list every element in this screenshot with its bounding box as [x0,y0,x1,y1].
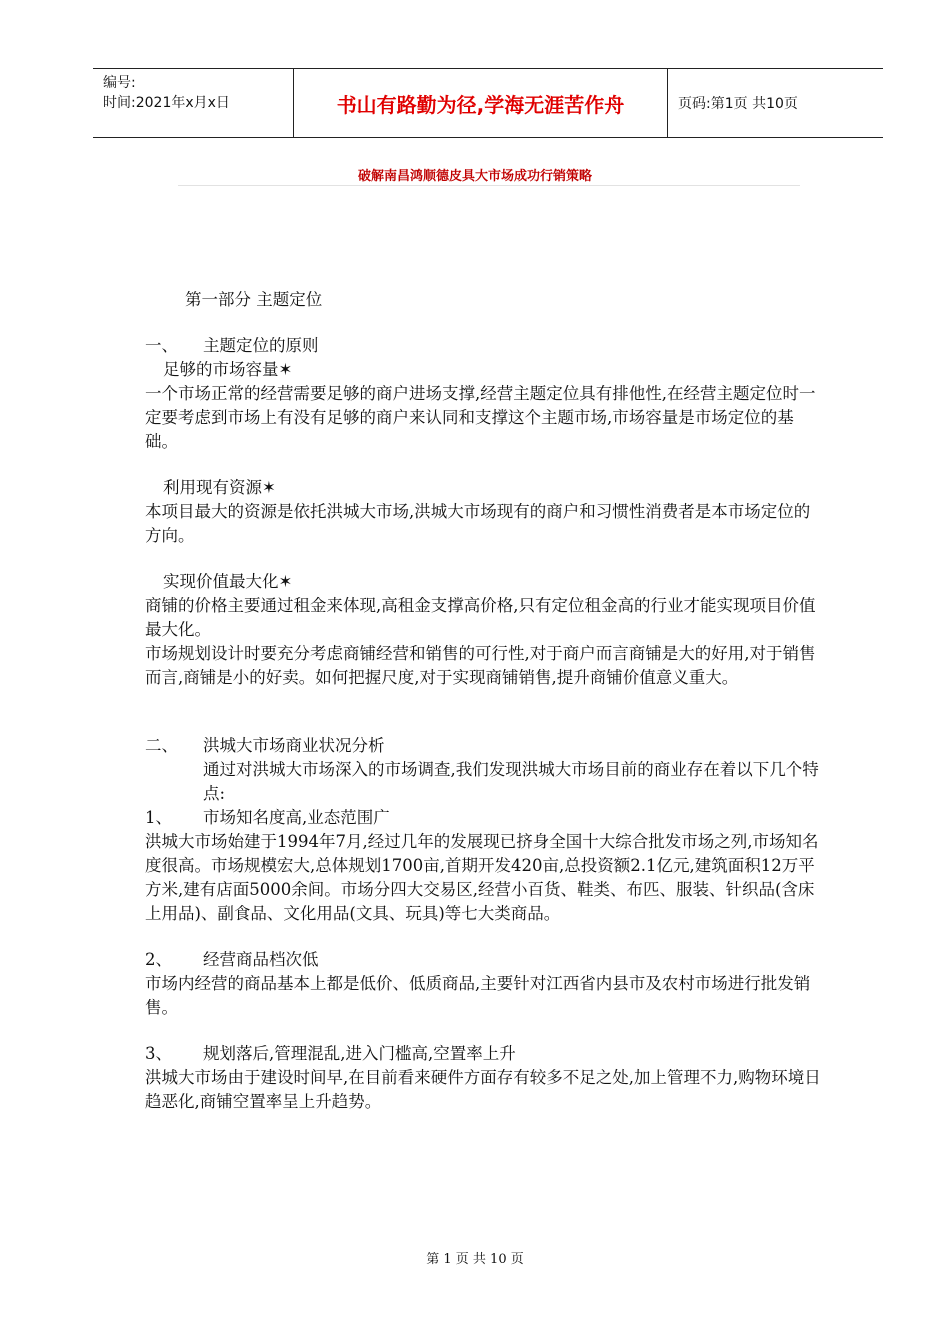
spacer [145,454,825,476]
section1-title: 主题定位的原则 [203,336,319,355]
item1-heading [145,806,825,830]
section1-number: 一、 [145,336,178,355]
item1-number: 1、 [145,808,172,827]
principle1-text: 一个市场正常的经营需要足够的商户进场支撑,经营主题定位具有排他性,在经营主题定位时一定要考虑到市场上有没有足够的商户来认同和支撑这个主题市场,市场容量是市场定位的基础。 [145,384,816,451]
item2-number: 2、 [145,950,172,969]
page-label: 页码:第1页 共10页 [678,96,798,112]
document-title: 破解南昌鸿顺德皮具大市场成功行销策略 [357,169,592,184]
item2-heading [145,948,825,972]
header-table [93,68,883,138]
section2-heading [145,734,825,758]
item3-text: 洪城大市场由于建设时间早,在目前看来硬件方面存有较多不足之处,加上管理不力,购物环境日趋恶化,商铺空置率呈上升趋势。 [145,1068,821,1111]
spacer [145,926,825,948]
item2-title: 经营商品档次低 [203,950,319,969]
spacer [145,312,825,334]
section2-intro: 通过对洪城大市场深入的市场调查,我们发现洪城大市场目前的商业存在着以下几个特点: [203,760,819,803]
page-footer: 第 1 页 共 10 页 [426,1252,524,1267]
time-label: 时间:2021年x月x日 [103,95,230,111]
item1-title: 市场知名度高,业态范围广 [203,808,390,827]
header-left-cell [93,69,294,137]
item3-number: 3、 [145,1044,172,1063]
motto: 书山有路勤为径,学海无涯苦作舟 [294,69,668,137]
spacer [145,690,825,734]
document-body [145,288,825,1114]
item2-text: 市场内经营的商品基本上都是低价、低质商品,主要针对江西省内县市及农村市场进行批发销售。 [145,974,811,1017]
title-divider [178,185,800,186]
item3-heading [145,1042,825,1066]
principle2-text: 本项目最大的资源是依托洪城大市场,洪城大市场现有的商户和习惯性消费者是本市场定位的方向。 [145,502,811,545]
section1-heading [145,334,825,358]
principle3-title: 实现价值最大化✶ [163,572,293,591]
spacer [145,1020,825,1042]
section2-title: 洪城大市场商业状况分析 [203,736,385,755]
principle1-title: 足够的市场容量✶ [163,360,293,379]
spacer [145,548,825,570]
serial-label: 编号: [103,75,136,91]
part1-title: 第一部分 主题定位 [185,290,323,309]
principle3-text-2: 市场规划设计时要充分考虑商铺经营和销售的可行性,对于商户而言商铺是大的好用,对于销售而言,商铺是小的好卖。如何把握尺度,对于实现商铺销售,提升商铺价值意义重大。 [145,644,816,687]
section2-number: 二、 [145,736,178,755]
principle2-title: 利用现有资源✶ [163,478,276,497]
item3-title: 规划落后,管理混乱,进入门槛高,空置率上升 [203,1044,516,1063]
item1-text: 洪城大市场始建于1994年7月,经过几年的发展现已挤身全国十大综合批发市场之列,市场知名度很高。市场规模宏大,总体规划1700亩,首期开发420亩,总投资额2.1亿元,建筑面积12万平方米,建有店面5000余间。市场分四大交易区,经营小百货、鞋类、布匹、服装、针织品(含床上用品)、副食品、文化用品(文具、玩具)等七大类商品。 [145,832,819,923]
principle3-text-1: 商铺的价格主要通过租金来体现,高租金支撑高价格,只有定位租金高的行业才能实现项目价值最大化。 [145,596,816,639]
